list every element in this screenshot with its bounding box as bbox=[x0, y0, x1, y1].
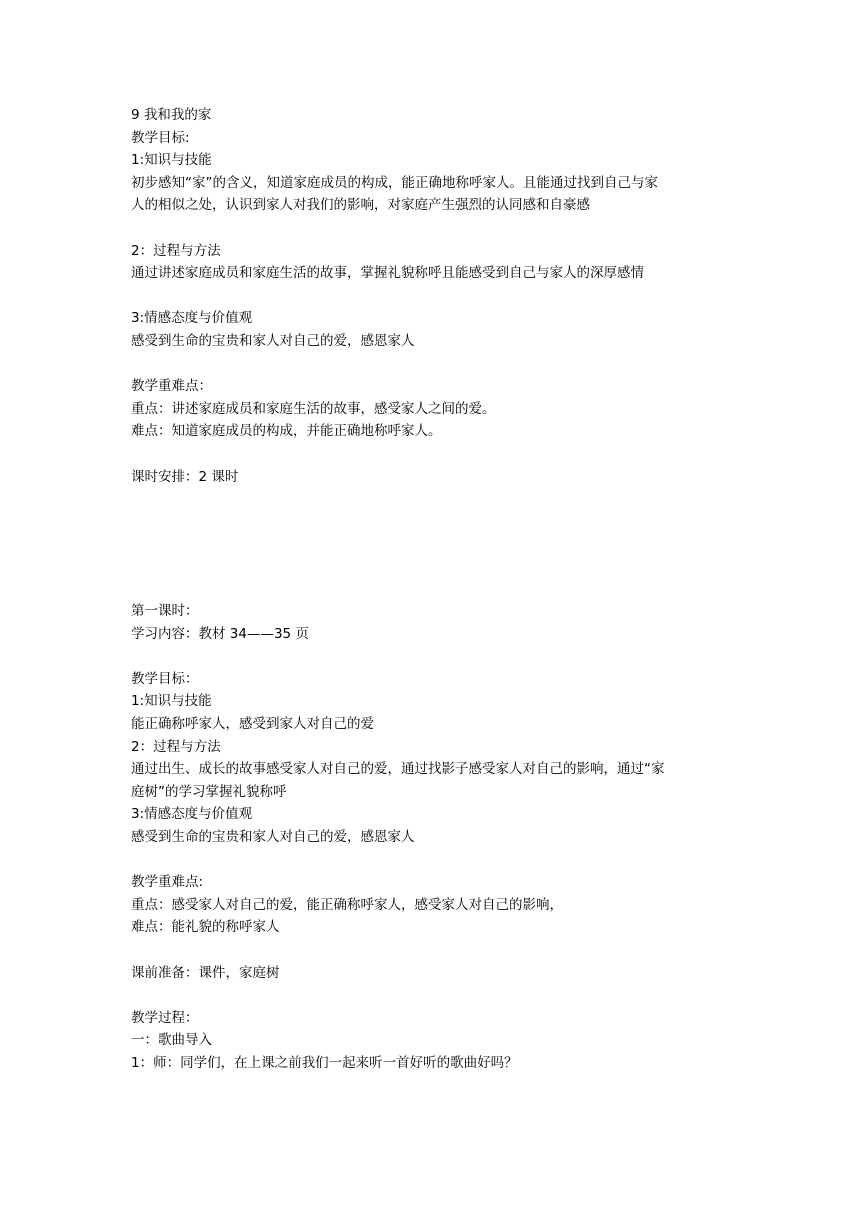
lesson1-goals-heading: 教学目标： bbox=[131, 670, 199, 687]
spacer bbox=[131, 849, 751, 872]
lesson1-emotion-text: 感受到生命的宝贵和家人对自己的爱，感恩家人 bbox=[131, 829, 415, 846]
section-gap bbox=[131, 488, 751, 600]
spacer bbox=[131, 443, 751, 466]
goals-heading: 教学目标: bbox=[131, 129, 190, 146]
spacer bbox=[131, 939, 751, 962]
spacer bbox=[131, 645, 751, 668]
emotion-heading: 3:情感态度与价值观 bbox=[131, 310, 253, 327]
emotion-text: 感受到生命的宝贵和家人对自己的爱，感恩家人 bbox=[131, 332, 415, 349]
lesson1-key-heading: 教学重难点: bbox=[131, 874, 204, 891]
spacer bbox=[131, 353, 751, 376]
lesson1-knowledge-heading: 1:知识与技能 bbox=[131, 693, 212, 710]
key-point: 重点：讲述家庭成员和家庭生活的故事，感受家人之间的爱。 bbox=[131, 400, 496, 417]
spacer bbox=[131, 984, 751, 1007]
difficult-point: 难点：知道家庭成员的构成，并能正确地称呼家人。 bbox=[131, 423, 442, 440]
knowledge-heading: 1:知识与技能 bbox=[131, 152, 212, 169]
key-points-heading: 教学重难点： bbox=[131, 378, 212, 395]
schedule: 课时安排：2 课时 bbox=[131, 468, 239, 485]
lesson1-key-point: 重点：感受家人对自己的爱，能正确称呼家人，感受家人对自己的影响， bbox=[131, 896, 563, 913]
lesson1-difficult-point: 难点：能礼貌的称呼家人 bbox=[131, 919, 280, 936]
step1-heading: 一：歌曲导入 bbox=[131, 1032, 212, 1049]
lesson1-knowledge-text: 能正确称呼家人，感受到家人对自己的爱 bbox=[131, 716, 374, 733]
lesson1-process-text-line: 庭树”的学习掌握礼貌称呼 bbox=[131, 783, 287, 800]
lesson1-process-text-line: 通过出生、成长的故事感受家人对自己的爱，通过找影子感受家人对自己的影响，通过“家 bbox=[131, 761, 665, 778]
process-heading: 2：过程与方法 bbox=[131, 242, 221, 259]
document-page bbox=[131, 104, 751, 1075]
knowledge-text-line: 初步感知“家”的含义，知道家庭成员的构成，能正确地称呼家人。且能通过找到自己与家 bbox=[131, 174, 658, 191]
process-text: 通过讲述家庭成员和家庭生活的故事，掌握礼貌称呼且能感受到自己与家人的深厚感情 bbox=[131, 265, 644, 282]
step1-item: 1：师：同学们，在上课之前我们一起来听一首好听的歌曲好吗？ bbox=[131, 1054, 518, 1071]
lesson1-content: 学习内容：教材 34——35 页 bbox=[131, 625, 309, 642]
spacer bbox=[131, 285, 751, 308]
lesson1-emotion-heading: 3:情感态度与价值观 bbox=[131, 806, 253, 823]
lesson1-heading: 第一课时： bbox=[131, 603, 199, 620]
spacer bbox=[131, 217, 751, 240]
document-title: 9 我和我的家 bbox=[131, 107, 212, 123]
lesson1-preparation: 课前准备：课件，家庭树 bbox=[131, 964, 280, 981]
knowledge-text-line: 人的相似之处，认识到家人对我们的影响，对家庭产生强烈的认同感和自豪感 bbox=[131, 197, 590, 214]
teaching-process-heading: 教学过程： bbox=[131, 1009, 199, 1026]
lesson1-process-heading: 2：过程与方法 bbox=[131, 738, 221, 755]
